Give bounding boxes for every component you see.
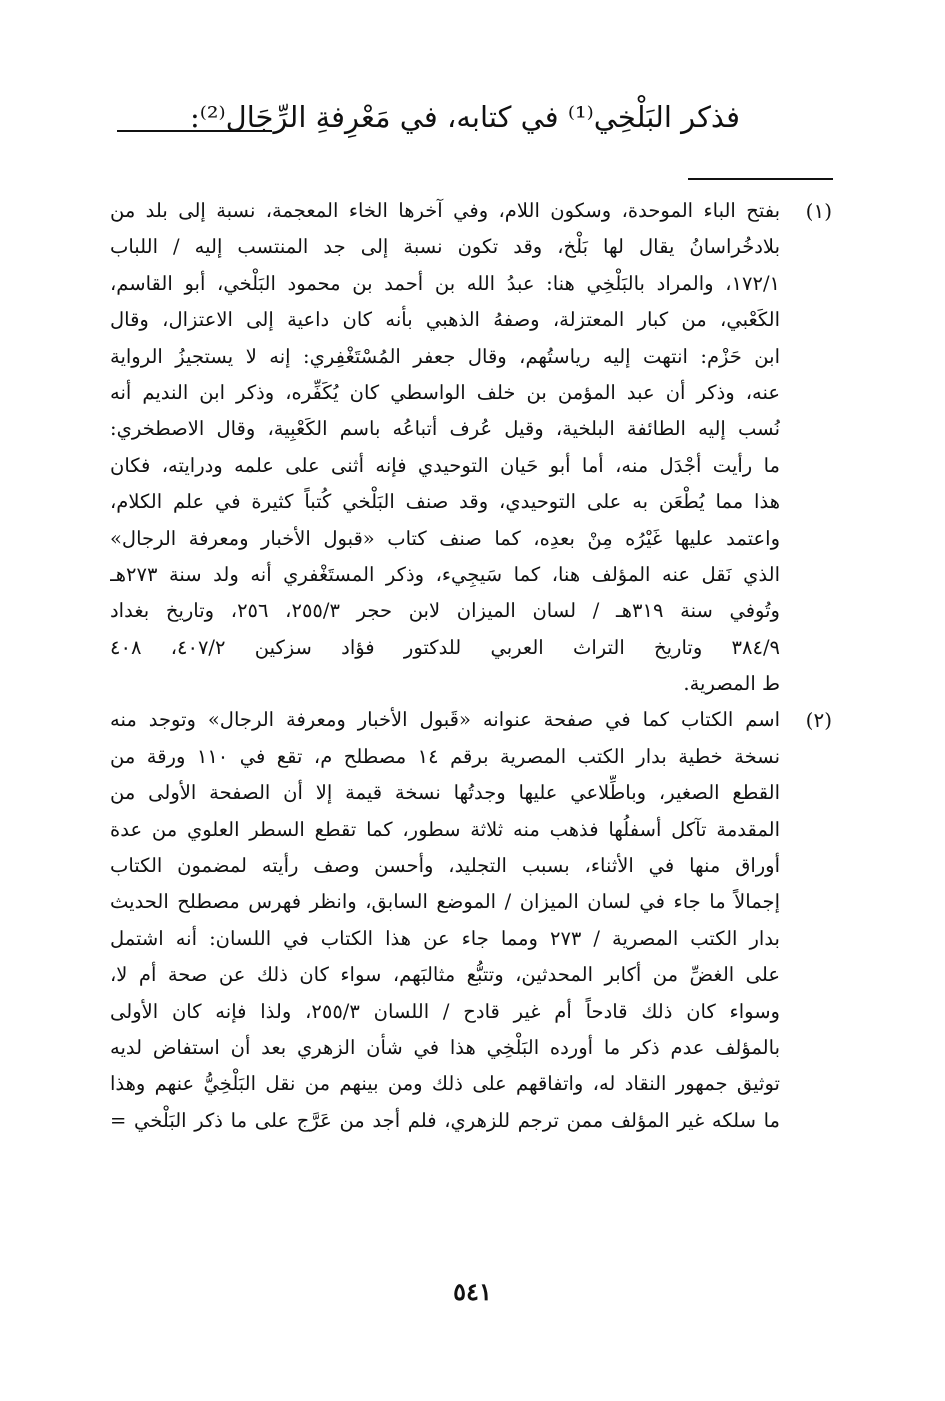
footnote-2: [110, 702, 832, 1139]
footnote-line: عنه، وذكر أن عبد المؤمن بن خلف الواسطي كان يُكَفِّره، وذكر ابن النديم أنه: [110, 380, 780, 404]
header-trailing-rule: [117, 130, 272, 132]
footnote-line: نسخة خطية بدار الكتب المصرية برقم ١٤ مصطلح م، تقع في ١١٠ ورقة من: [110, 744, 780, 768]
footnote-line: بفتح الباء الموحدة، وسكون اللام، وفي آخرها الخاء المعجمة، نسبة إلى بلد من: [110, 199, 780, 222]
footnote-line: وتُوفي سنة ٣١٩هـ / لسان الميزان لابن حجر ٢٥٥/٣، ٢٥٦، وتاريخ بغداد: [110, 599, 780, 623]
footnote-line: أوراق منها في الأثناء، بسبب التجليد، وأحسن وصف رأيته لمضمون الكتاب: [110, 854, 780, 878]
footnote-line: القطع الصغير، وباطِّلاعي عليها وجدتُها نسخة قيمة إلا أن الصفحة الأولى من: [110, 781, 780, 805]
footnote-line: ٣٨٤/٩ وتاريخ التراث العربي للدكتور فؤاد سزكين ٤٠٧/٢، ٤٠٨: [110, 635, 780, 659]
footnote-line: بدار الكتب المصرية / ٢٧٣ ومما جاء عن هذا الكتاب في اللسان: أنه اشتمل: [110, 926, 780, 950]
footnote-line: ابن حَزْم: انتهت إليه رياستُهم، وقال جعفر المُسْتَغْفِري: إنه لا يستجيزُ الرواية: [110, 344, 780, 368]
footnote-line: إجمالاً ما جاء في لسان الميزان / الموضع السابق، وانظر فهرس مصطلح الحديث: [110, 890, 780, 914]
footnote-line: ط المصرية.: [683, 672, 780, 696]
footnote-line: ما رأيت أجْدَل منه، أما أبو حَيان التوحيدي فإنه أثنى على علمه ودرايته، فكان: [110, 453, 780, 477]
footnote-line: الكَعْبي، من كبار المعتزلة، وصفهُ الذهبي بأنه كان داعية إلى الاعتزال، وقال: [110, 308, 780, 332]
footnote-line: ما سلكه غير المؤلف ممن ترجم للزهري، فلم أجد من عَرَّج على ما ذكر البَلْخي =: [110, 1108, 780, 1132]
footnote-number: (١): [805, 199, 832, 223]
footnotes: [110, 193, 832, 1139]
footnote-line: المقدمة تآكل أسفلُها فذهب منه ثلاثة سطور، كما تقطع السطر العلوي من عدة: [110, 817, 780, 841]
footnote-line: هذا مما يُطْعَن به على التوحيدي، وقد صنف البَلْخي كُتباً كثيرة في علم الكلام،: [110, 490, 780, 514]
page-number: ٥٤١: [453, 1277, 492, 1306]
footnote-line: على الغضِّ من أكابر المحدثين، وتتبُّع مثالبَهم، سواء كان ذلك عن صحة أم لا،: [110, 963, 780, 987]
footnote-separator: [688, 178, 833, 180]
footnote-line: ١٧٢/١، والمراد بالبَلْخِي هنا: عبدُ الله بن أحمد بن محمود البَلْخي، أبو القاسم،: [110, 271, 780, 295]
footnote-line: بالمؤلف عدم ذكر ما أورده البَلْخِي هذا في شأن الزهري بعد أن استفاض لديه: [110, 1035, 780, 1059]
footnote-line: اسم الكتاب كما في صفحة عنوانه «قَبول الأخبار ومعرفة الرجال» وتوجد منه: [110, 708, 780, 732]
footnote-1: [110, 193, 832, 702]
footnote-line: واعتمد عليها غَيْرُه مِنْ بعدِه، كما صنف كتاب «قبول الأخبار ومعرفة الرجال»: [110, 526, 780, 550]
footnote-line: نُسب إليه الطائفة البلخية، وقيل عُرف أتباعُه باسم الكَعْبِية، وقال الاصطخري:: [110, 417, 780, 441]
footnote-line: وسواء كان ذلك قادحاً أم غير قادح / اللسان ٢٥٥/٣، ولذا فإنه كان الأولى: [110, 999, 780, 1023]
footnote-line: بلادخُراسانُ يقال لها بَلْخ، وقد تكون نسبة إلى جد المنتسب إليه / اللباب: [110, 235, 780, 259]
footnote-line: توثيق جمهور النقاد له، واتفاقهم على ذلك ومن بينهم من نقل البَلْخِيُّ عنهم وهذا: [110, 1072, 780, 1096]
main-text-line: فذكر البَلْخِي⁽¹⁾ في كتابه، في مَعْرِفةِ الرِّجَال⁽²⁾:: [189, 100, 740, 134]
footnote-number: (٢): [805, 708, 832, 733]
footnote-line: الذي نَقل عنه المؤلف هنا، كما سَيجِيء، وذكر المستَغْفري أنه ولد سنة ٢٧٣هـ: [110, 562, 780, 586]
